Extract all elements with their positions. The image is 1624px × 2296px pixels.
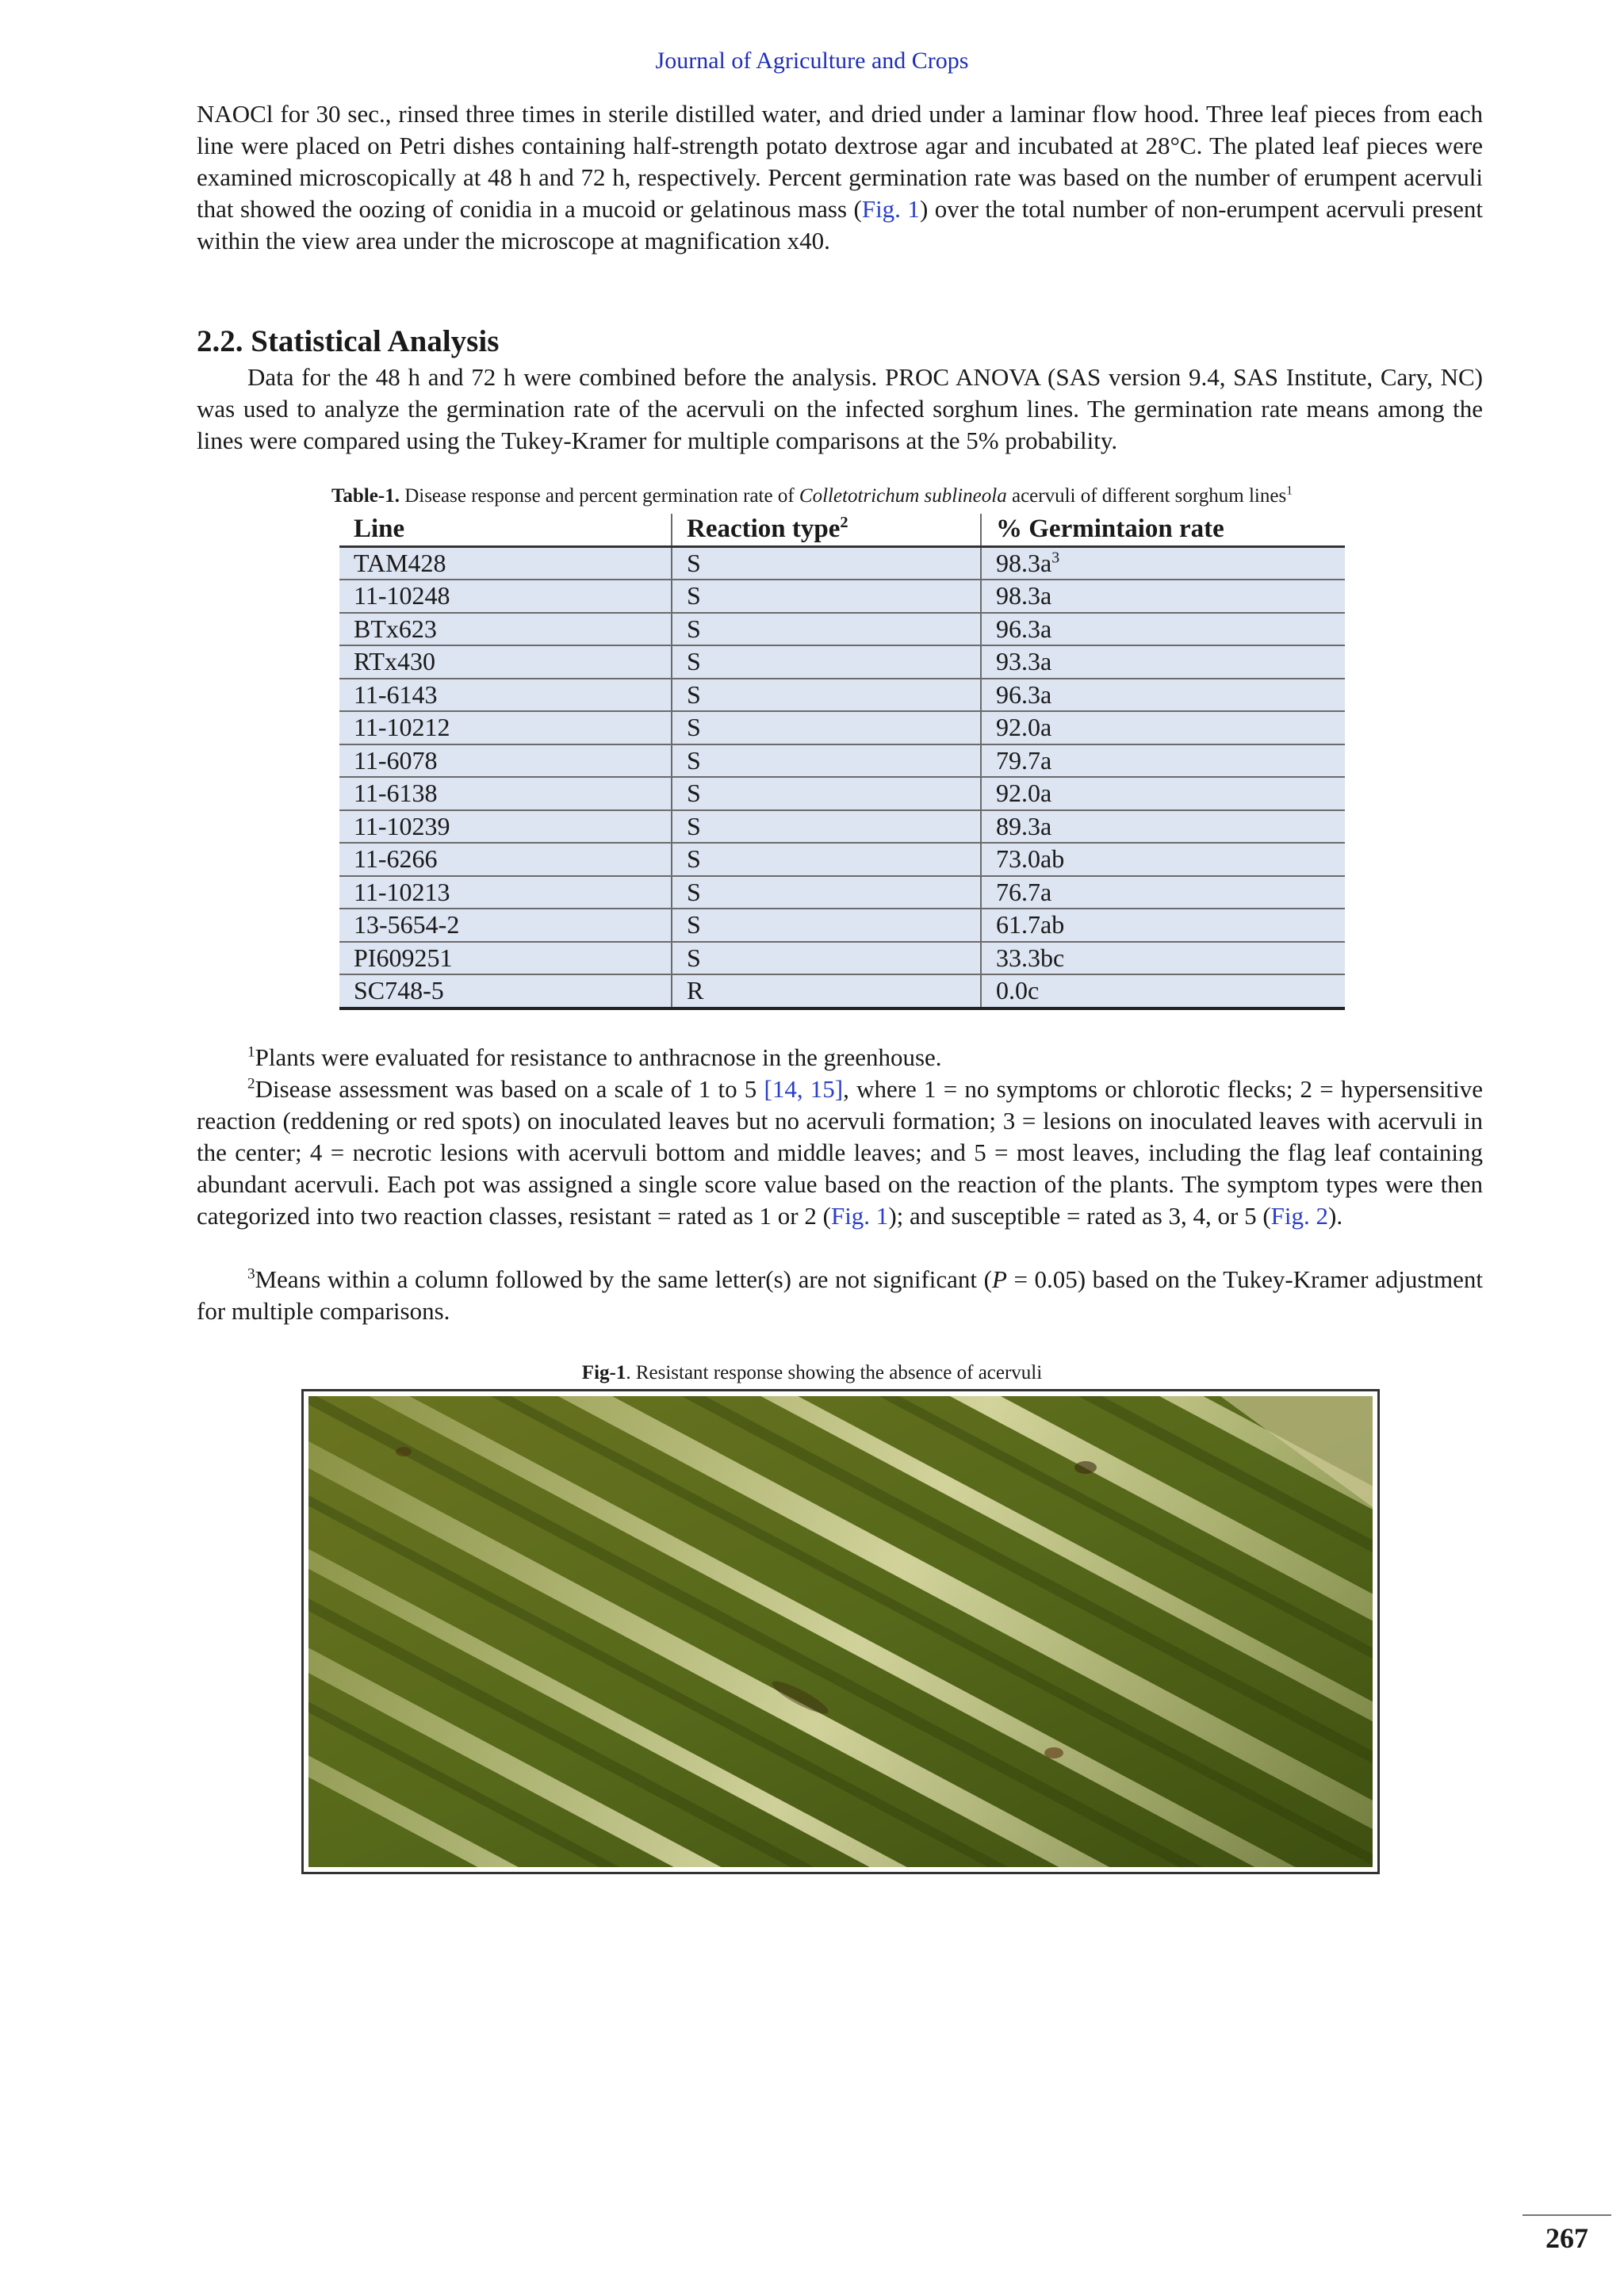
footnote-2-marker: 2 bbox=[247, 1075, 255, 1093]
intro-text-2: ) over the total number of non-erumpent acervuli present within the view area under the microscope at magnification x40. bbox=[197, 195, 1483, 254]
table-row bbox=[339, 645, 1345, 679]
cell-line: RTx430 bbox=[339, 645, 672, 679]
cell-rate bbox=[981, 613, 1345, 646]
header-line: Line bbox=[339, 514, 672, 546]
cell-rate-value: 96.3a bbox=[996, 679, 1052, 709]
cell-rate bbox=[981, 909, 1345, 942]
caption-text: Disease response and percent germination rate of bbox=[399, 485, 799, 507]
footnote-3 bbox=[197, 1264, 1483, 1327]
cell-rate bbox=[981, 876, 1345, 909]
cell-line: 11-6138 bbox=[339, 777, 672, 810]
table-row bbox=[339, 679, 1345, 712]
cell-line: 11-6078 bbox=[339, 744, 672, 778]
cell-reaction: S bbox=[672, 876, 981, 909]
cell-rate bbox=[981, 711, 1345, 744]
leaf-micrograph bbox=[308, 1396, 1373, 1867]
caption-text-2: acervuli of different sorghum lines bbox=[1006, 485, 1287, 507]
cell-rate-value: 93.3a bbox=[996, 647, 1052, 676]
cell-reaction: S bbox=[672, 810, 981, 844]
page-number-rule bbox=[1522, 2214, 1611, 2216]
footnote-3-text-a: Means within a column followed by the same letter(s) are not significant ( bbox=[255, 1265, 992, 1293]
table-row bbox=[339, 777, 1345, 810]
cell-line: BTx623 bbox=[339, 613, 672, 646]
cell-rate-value: 33.3bc bbox=[996, 943, 1065, 972]
table-row bbox=[339, 711, 1345, 744]
intro-text-1: NAOCl for 30 sec., rinsed three times in sterile distilled water, and dried under a laminar flow hood. Three leaf pieces from each line were placed on Petri dishes containing half-strength potato dextrose agar and incubated at 28°C. The plated leaf pieces were examined microscopically at 48 h and 72 h, respectively. Percent germination rate was based on the number of erumpent acervuli that showed the oozing of conidia in a mucoid or gelatinous mass ( bbox=[197, 100, 1483, 223]
cell-line: PI609251 bbox=[339, 942, 672, 975]
table-header-row bbox=[339, 514, 1345, 546]
cell-reaction: S bbox=[672, 942, 981, 975]
cell-rate bbox=[981, 546, 1345, 580]
footnote-2 bbox=[197, 1073, 1483, 1232]
section-body: Data for the 48 h and 72 h were combined before the analysis. PROC ANOVA (SAS version 9.4, SAS Institute, Cary, NC) was used to analyze the germination rate of the acervuli on the infected sorghum lines. The germination rate means among the lines were compared using the Tukey-Kramer for multiple comparisons at the 5% probability. bbox=[197, 363, 1483, 454]
page-number: 267 bbox=[1545, 2222, 1588, 2254]
cell-reaction: S bbox=[672, 613, 981, 646]
table-row bbox=[339, 546, 1345, 580]
footnote-1-marker: 1 bbox=[247, 1043, 255, 1061]
header-reaction-sup: 2 bbox=[840, 514, 848, 532]
cell-reaction: S bbox=[672, 777, 981, 810]
cell-reaction: S bbox=[672, 711, 981, 744]
cell-reaction: S bbox=[672, 679, 981, 712]
cell-rate-value: 61.7ab bbox=[996, 910, 1065, 939]
cell-rate bbox=[981, 810, 1345, 844]
cell-reaction: S bbox=[672, 909, 981, 942]
footnote-1 bbox=[197, 1042, 1483, 1073]
table-row bbox=[339, 580, 1345, 613]
table-row bbox=[339, 974, 1345, 1008]
cell-rate-value: 76.7a bbox=[996, 877, 1052, 906]
cell-rate bbox=[981, 974, 1345, 1008]
species-name: Colletotrichum sublineola bbox=[799, 485, 1007, 507]
cell-line: 11-10213 bbox=[339, 876, 672, 909]
cell-rate-value: 89.3a bbox=[996, 811, 1052, 840]
figure-label: Fig-1 bbox=[581, 1362, 626, 1383]
table-row bbox=[339, 942, 1345, 975]
figure-frame bbox=[301, 1389, 1380, 1874]
cell-rate bbox=[981, 777, 1345, 810]
cell-rate-value: 79.7a bbox=[996, 745, 1052, 775]
leaf-micrograph-image bbox=[308, 1396, 1373, 1867]
cell-line: 11-10248 bbox=[339, 580, 672, 613]
journal-header: Journal of Agriculture and Crops bbox=[655, 48, 969, 74]
fig1-link[interactable]: Fig. 1 bbox=[861, 195, 920, 223]
cell-rate bbox=[981, 843, 1345, 876]
table-row bbox=[339, 843, 1345, 876]
cell-reaction: S bbox=[672, 580, 981, 613]
cell-rate-value: 92.0a bbox=[996, 713, 1052, 742]
table-body bbox=[339, 546, 1345, 1008]
cell-line: SC748-5 bbox=[339, 974, 672, 1008]
cell-rate-value: 96.3a bbox=[996, 614, 1052, 643]
footnote-2-text-d: ). bbox=[1328, 1202, 1343, 1230]
table-label: Table-1. bbox=[331, 485, 400, 507]
intro-paragraph bbox=[197, 98, 1483, 257]
table-caption bbox=[0, 485, 1624, 507]
footnote-2-text-c: ); and susceptible = rated as 3, 4, or 5 ( bbox=[888, 1202, 1271, 1230]
footnote-1-text: Plants were evaluated for resistance to anthracnose in the greenhouse. bbox=[255, 1043, 942, 1071]
rate-footnote-marker: 3 bbox=[1051, 549, 1060, 567]
cell-line: 11-10212 bbox=[339, 711, 672, 744]
cell-line: TAM428 bbox=[339, 546, 672, 580]
header-germination: % Germintaion rate bbox=[981, 514, 1345, 546]
table-row bbox=[339, 876, 1345, 909]
caption-footnote-marker: 1 bbox=[1286, 484, 1293, 498]
cell-line: 13-5654-2 bbox=[339, 909, 672, 942]
fig1-link-footnote[interactable]: Fig. 1 bbox=[830, 1202, 889, 1230]
footnote-3-text-b: = 0.05) based on the Tukey-Kramer adjustment for multiple comparisons. bbox=[197, 1265, 1484, 1325]
cell-reaction: S bbox=[672, 744, 981, 778]
cell-rate bbox=[981, 645, 1345, 679]
footnote-2-text-a: Disease assessment was based on a scale of 1 to 5 bbox=[255, 1075, 764, 1103]
germination-table bbox=[339, 514, 1345, 1010]
cell-rate-value: 98.3a bbox=[996, 581, 1052, 610]
cell-line: 11-6143 bbox=[339, 679, 672, 712]
table-row bbox=[339, 810, 1345, 844]
footnote-3-marker: 3 bbox=[247, 1265, 255, 1283]
cell-reaction: R bbox=[672, 974, 981, 1008]
reference-link[interactable]: [14, 15] bbox=[764, 1075, 844, 1103]
figure-caption bbox=[0, 1362, 1624, 1384]
header-reaction-text: Reaction type bbox=[687, 515, 841, 544]
cell-rate bbox=[981, 580, 1345, 613]
cell-line: 11-10239 bbox=[339, 810, 672, 844]
table-row bbox=[339, 744, 1345, 778]
cell-line: 11-6266 bbox=[339, 843, 672, 876]
fig2-link[interactable]: Fig. 2 bbox=[1270, 1202, 1329, 1230]
cell-rate bbox=[981, 679, 1345, 712]
cell-rate-value: 0.0c bbox=[996, 976, 1040, 1005]
table-row bbox=[339, 613, 1345, 646]
header-reaction bbox=[672, 514, 981, 546]
p-symbol: P bbox=[991, 1265, 1007, 1293]
cell-reaction: S bbox=[672, 645, 981, 679]
figure-caption-text: . Resistant response showing the absence of acervuli bbox=[626, 1362, 1043, 1383]
cell-rate bbox=[981, 744, 1345, 778]
cell-rate-value: 73.0ab bbox=[996, 844, 1065, 874]
cell-reaction: S bbox=[672, 843, 981, 876]
section-title: 2.2. Statistical Analysis bbox=[197, 324, 500, 358]
table-row bbox=[339, 909, 1345, 942]
cell-rate-value: 98.3a bbox=[996, 548, 1052, 577]
footnote-2-text-b: , where 1 = no symptoms or chlorotic flecks; 2 = hypersensitive reaction (reddening or red spots) on inoculated leaves but no acervuli formation; 3 = lesions on inoculated leaves with acervuli in the center; 4 = necrotic lesions with acervuli bottom and middle leaves; and 5 = most leaves, including the flag leaf containing abundant acervuli. Each pot was assigned a single score value based on the reaction of the plants. The symptom types were then categorized into two reaction classes, resistant = rated as 1 or 2 ( bbox=[197, 1075, 1483, 1230]
cell-reaction: S bbox=[672, 546, 981, 580]
cell-rate bbox=[981, 942, 1345, 975]
cell-rate-value: 92.0a bbox=[996, 779, 1052, 808]
